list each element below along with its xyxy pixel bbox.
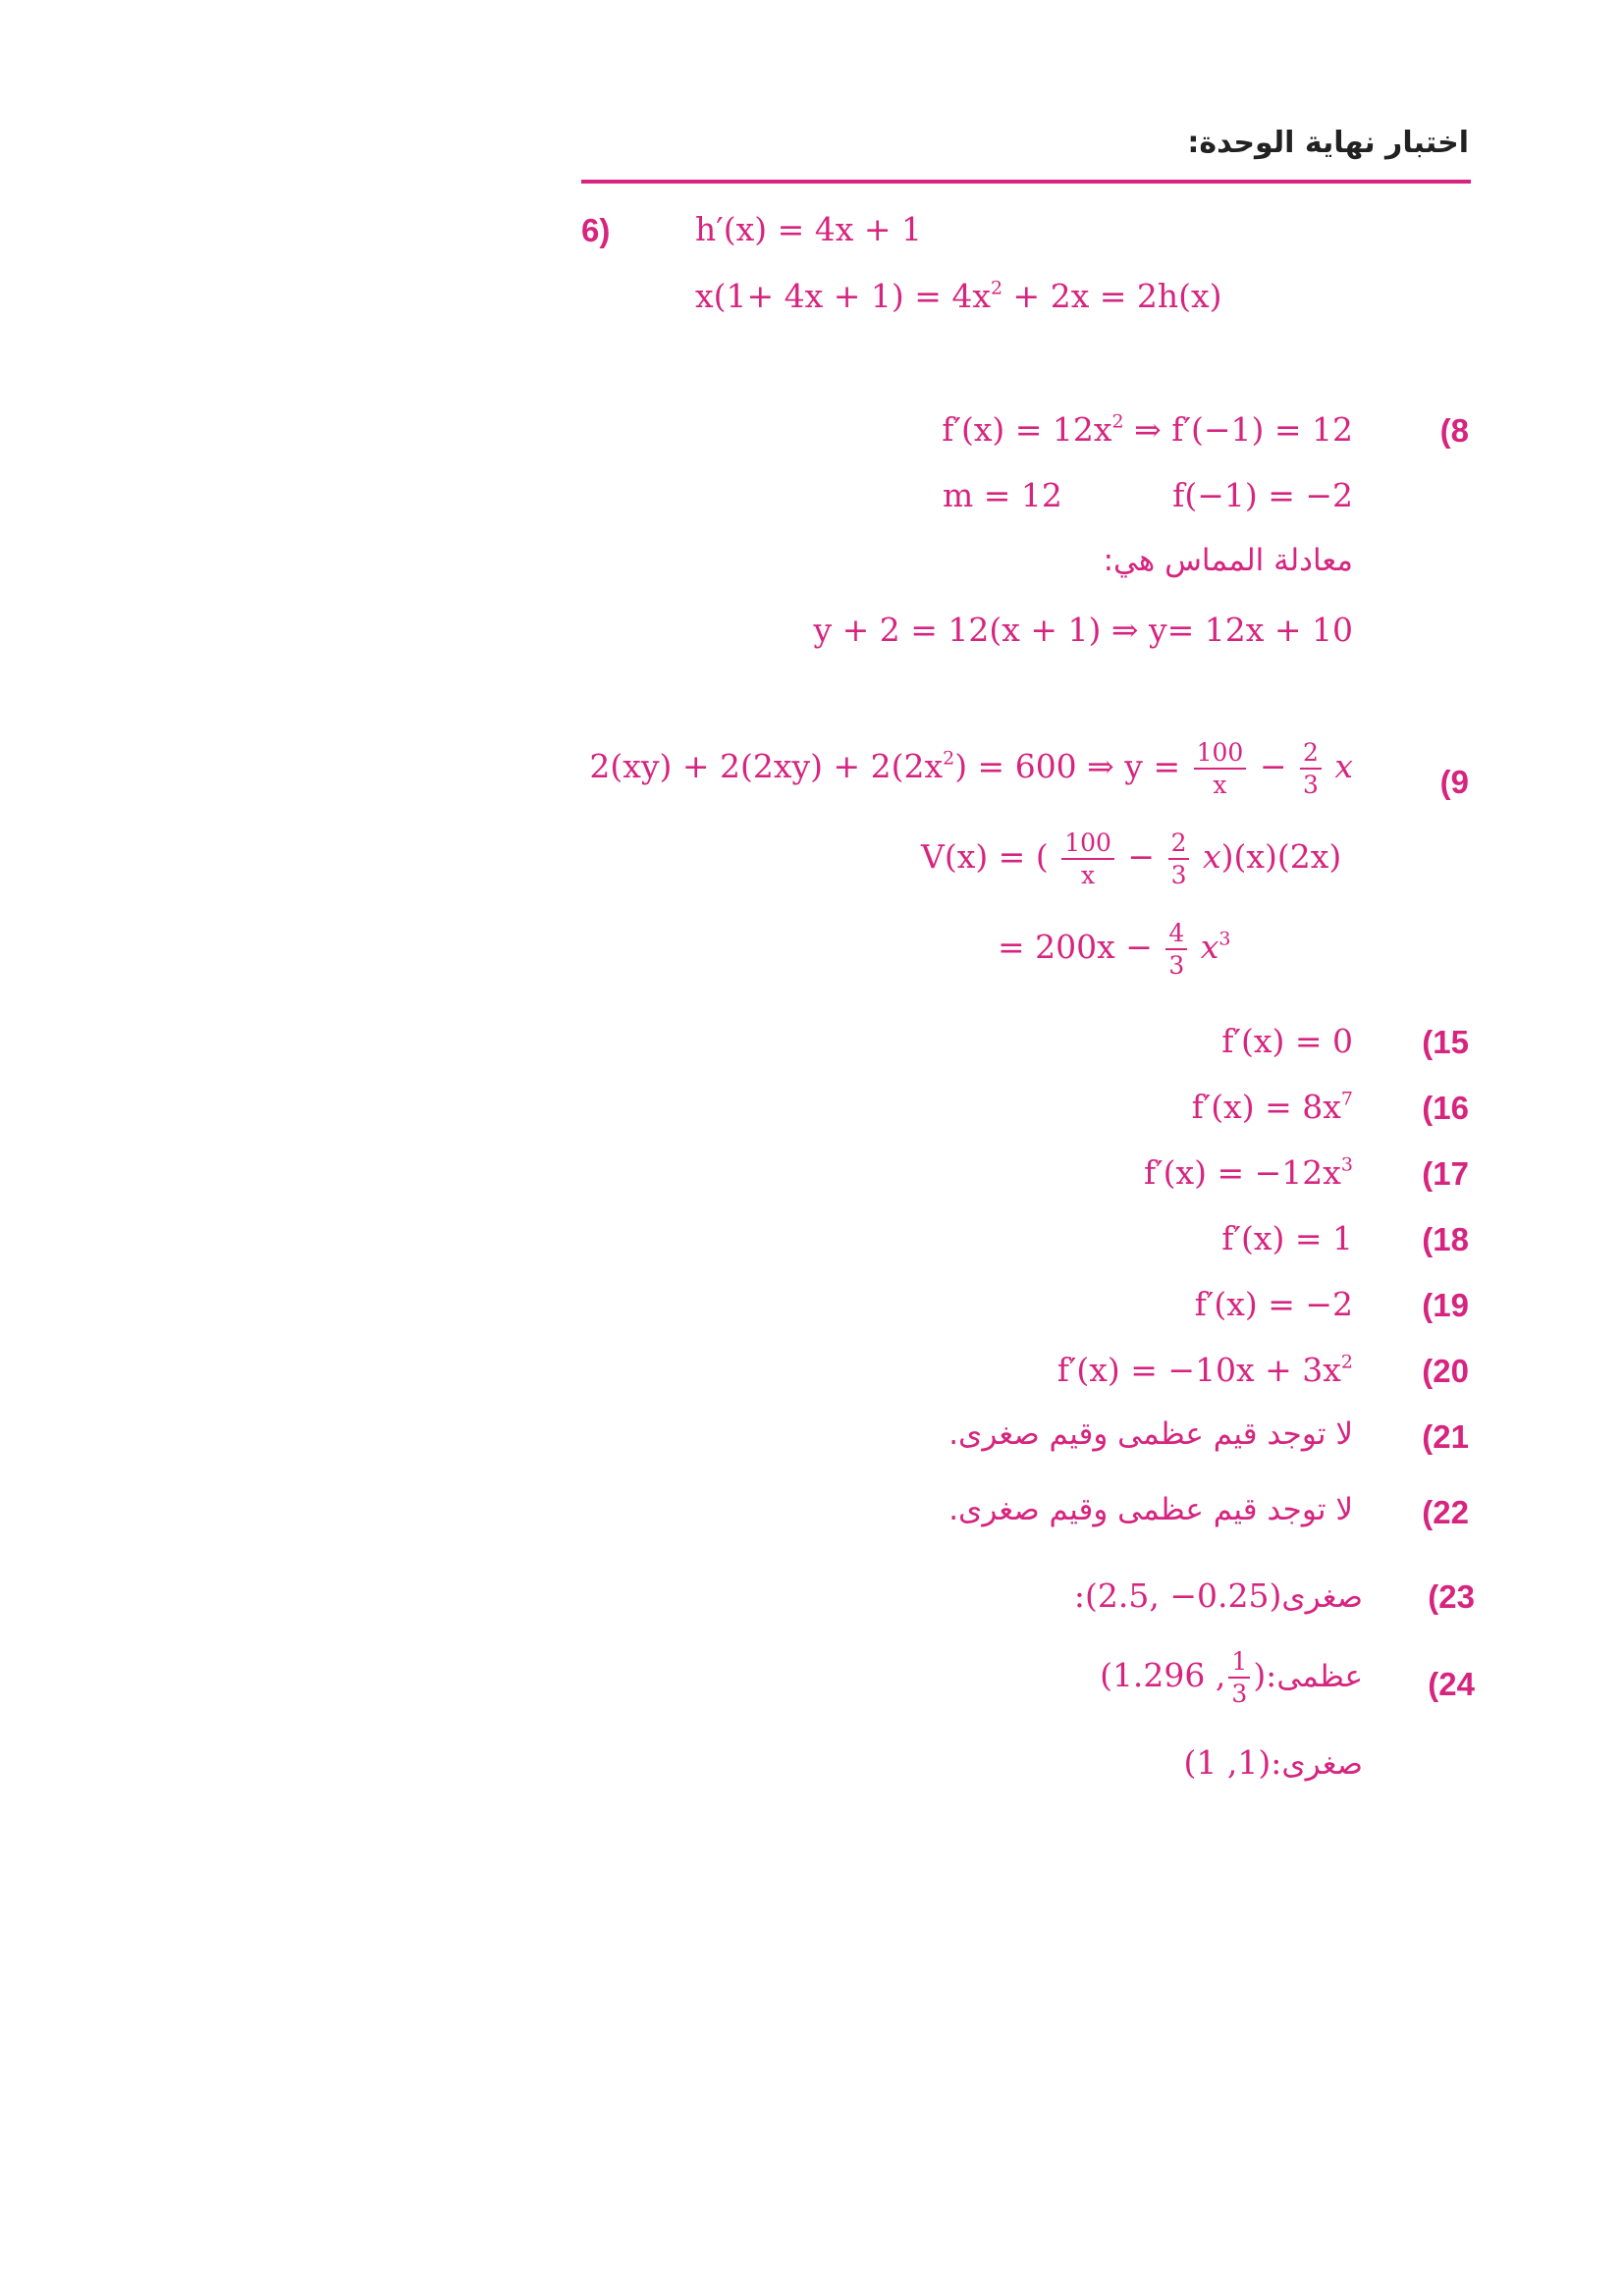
q9-equation-3: = 200x − $\frac{4}{3}$ $x^3$ xyxy=(998,919,1231,980)
answer-15: f′(x) = 0 xyxy=(1221,1022,1353,1060)
answer-24-fraction-1-over-3: $\frac{1}{3}$ xyxy=(1228,1649,1250,1706)
answer-17: $f'(x) = -12x^3$ xyxy=(1143,1153,1353,1192)
q9-fraction-2-over-3-2: $\frac{2}{3}$ xyxy=(1168,830,1190,887)
q6-equation-1: h′(x) = 4x + 1 xyxy=(695,210,922,248)
answer-21: لا توجد قيم عظمى وقيم صغرى. xyxy=(948,1416,1353,1452)
answer-23: صغرى:(2.5, −0.25) xyxy=(1073,1576,1363,1615)
q8-slope: m = 12 xyxy=(943,476,1062,514)
answer-20: $f'(x) = -10x + 3x^2$ xyxy=(1056,1351,1353,1389)
answer-16: $f'(x) = 8x^7$ xyxy=(1191,1088,1353,1126)
question-number-16: (16 xyxy=(1422,1090,1469,1126)
question-number-6: 6) xyxy=(581,212,611,248)
question-number-22: (22 xyxy=(1422,1494,1469,1530)
answer-24-max-label: عظمى xyxy=(1276,1659,1363,1694)
question-number-9: (9 xyxy=(1439,764,1469,800)
answer-23-label: صغرى xyxy=(1281,1579,1363,1615)
q8-tangent-equation: y + 2 = 12(x + 1) ⇒ y= 12x + 10 xyxy=(813,611,1353,649)
q6-equation-2: $x(1+ 4x + 1) = 4x^2 + 2x = 2h(x)$ xyxy=(695,277,1222,315)
question-number-18: (18 xyxy=(1422,1221,1469,1257)
question-number-8: (8 xyxy=(1439,412,1469,449)
answer-24-max: عظمى:( $\frac{1}{3}$ , 1.296) xyxy=(1100,1647,1363,1708)
q9-fraction-100-over-x: $\frac{100}{x}$ xyxy=(1194,740,1247,797)
q8-point: f(−1) = −2 xyxy=(1172,476,1353,514)
q9-fraction-4-over-3: $\frac{4}{3}$ xyxy=(1165,921,1187,978)
question-number-15: (15 xyxy=(1422,1024,1469,1060)
header-rule xyxy=(581,180,1471,184)
question-number-24: (24 xyxy=(1428,1666,1475,1702)
answer-22: لا توجد قيم عظمى وقيم صغرى. xyxy=(948,1492,1353,1527)
q9-equation-2: V(x) = ( $\frac{100}{x}$ − $\frac{2}{3}$ x)(x)(2x) xyxy=(921,828,1342,889)
q9-equation-1: $2(xy) + 2(2xy) + 2(2x^2) = 600$ ⇒ y = $\frac{100}{x}$ − $\frac{2}{3}$ x xyxy=(589,738,1353,799)
q8-tangent-label: معادلة المماس هي: xyxy=(1103,543,1353,578)
q9-fraction-2-over-3: $\frac{2}{3}$ xyxy=(1300,740,1322,797)
q8-equation-1: $f'(x) = 12x^2$ ⇒ f′(−1) = 12 xyxy=(942,410,1353,449)
answer-24-min-label: صغرى xyxy=(1281,1746,1363,1782)
page-title: اختبار نهاية الوحدة: xyxy=(1187,126,1469,160)
answer-24-min: صغرى:(1, 1) xyxy=(1183,1743,1363,1782)
answer-18: f′(x) = 1 xyxy=(1221,1219,1353,1257)
question-number-19: (19 xyxy=(1422,1287,1469,1323)
answer-19: f′(x) = −2 xyxy=(1194,1285,1353,1323)
question-number-23: (23 xyxy=(1428,1578,1475,1615)
question-number-20: (20 xyxy=(1422,1353,1469,1389)
question-number-21: (21 xyxy=(1422,1418,1469,1455)
q9-fraction-100-over-x-2: $\frac{100}{x}$ xyxy=(1061,830,1114,887)
question-number-17: (17 xyxy=(1422,1155,1469,1192)
